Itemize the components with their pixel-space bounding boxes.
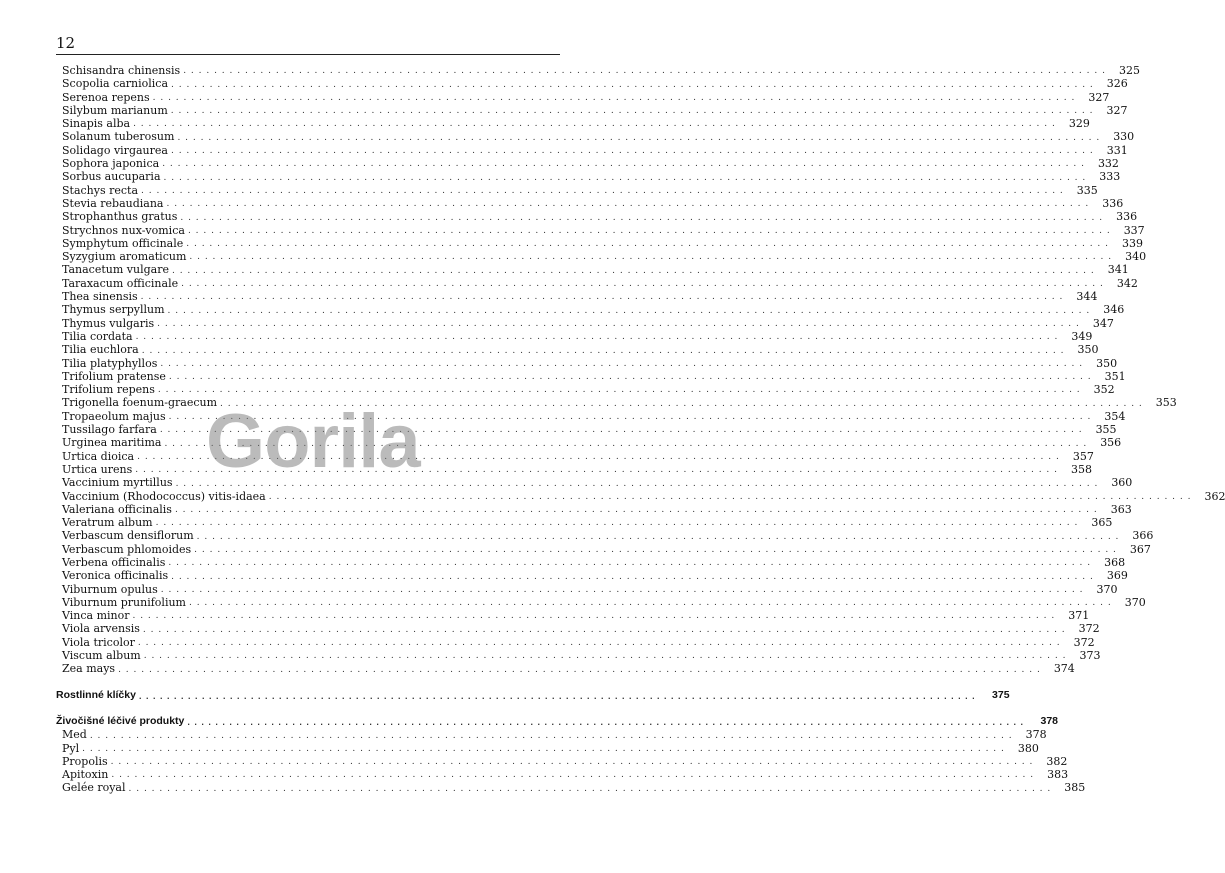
entry-page-number: 372 bbox=[1073, 635, 1095, 649]
entry-title: Viscum album bbox=[62, 649, 141, 663]
entry-page-number: 382 bbox=[1046, 754, 1068, 768]
entry-page-number: 370 bbox=[1096, 582, 1118, 596]
entry-page-number: 380 bbox=[1017, 741, 1039, 755]
dot-leader: . . . . . . . . . . . . . . . . . . . . . . . . . . . . . . . . . . . . . . . . . . . . . . . . . . . . . . . . . . . . . . . . . . . . . . . . . . . . . . . . . . . . . . . . . . . . . . . . . . . . . . . . . . . . . . . . . . . . . . . . bbox=[187, 225, 1111, 236]
entry-page-number: 363 bbox=[1110, 502, 1132, 516]
entry-page-number: 346 bbox=[1103, 303, 1125, 317]
toc-entry bbox=[56, 77, 1128, 91]
dot-leader: . . . . . . . . . . . . . . . . . . . . . . . . . . . . . . . . . . . . . . . . . . . . . . . . . . . . . . . . . . . . . . . . . . . . . . . . . . . . . . . . . . . . . . . . . . . . . . . . . . . . . . . . . . . . . . . . . . . . . . . . bbox=[137, 638, 1061, 649]
entry-page-number: 335 bbox=[1076, 183, 1098, 197]
dot-leader: . . . . . . . . . . . . . . . . . . . . . . . . . . . . . . . . . . . . . . . . . . . . . . . . . . . . . . . . . . . . . . . . . . . . . . . . . . . . . . . . . . . . . . . . . . . . . . . . . . . . . . . . . . . . . . . . . . . . . . . . bbox=[118, 664, 1041, 675]
entry-page-number: 357 bbox=[1072, 449, 1094, 463]
dot-leader: . . . . . . . . . . . . . . . . . . . . . . . . . . . . . . . . . . . . . . . . . . . . . . . . . . . . . . . . . . . . . . . . . . . . . . . . . . . . . . . . . . . . . . . . . . . . . . . . . . . . . . . . . . . . . . . . . . . . . . . . bbox=[183, 66, 1106, 77]
toc-entry bbox=[56, 555, 1126, 569]
entry-page-number: 385 bbox=[1064, 781, 1086, 795]
entry-page-number: 365 bbox=[1091, 516, 1113, 530]
entry-title: Tilia euchlora bbox=[62, 343, 139, 357]
entry-page-number: 336 bbox=[1116, 210, 1138, 224]
entry-page-number: 341 bbox=[1107, 263, 1129, 277]
entry-page-number: 339 bbox=[1122, 236, 1144, 250]
entry-title: Solanum tuberosum bbox=[62, 130, 175, 144]
entry-page-number: 360 bbox=[1111, 476, 1133, 490]
toc-entry bbox=[56, 768, 1069, 782]
toc-entry bbox=[56, 754, 1068, 768]
entry-title: Sophora japonica bbox=[62, 157, 160, 171]
entry-title: Scopolia carniolica bbox=[62, 77, 169, 91]
entry-title: Tanacetum vulgare bbox=[62, 263, 169, 277]
dot-leader: . . . . . . . . . . . . . . . . . . . . . . . . . . . . . . . . . . . . . . . . . . . . . . . . . . . . . . . . . . . . . . . . . . . . . . . . . . . . . . . . . . . . . . . . . . . . . . . . . . . . . . . . . . . . . . . . . . . . . . . . bbox=[137, 451, 1060, 462]
dot-leader: . . . . . . . . . . . . . . . . . . . . . . . . . . . . . . . . . . . . . . . . . . . . . . . . . . . . . . . . . . . . . . . . . . . . . . . . . . . . . . . . . . . . . . . . . . . . . . . . . . . . . . . . . . . . . . . . . . . . . . . . bbox=[135, 332, 1059, 343]
entry-title: Syzygium aromaticum bbox=[62, 250, 187, 264]
toc-entry bbox=[56, 741, 1039, 755]
dot-leader: . . . . . . . . . . . . . . . . . . . . . . . . . . . . . . . . . . . . . . . . . . . . . . . . . . . . . . . . . . . . . . . . . . . . . . . . . . . . . . . . . . . . . . . . . . . . . . . . . . . . . . . . . . . . . . . . . . . . . . . . bbox=[132, 611, 1056, 622]
entry-page-number: 351 bbox=[1104, 369, 1126, 383]
entry-title: Verbena officinalis bbox=[62, 555, 166, 569]
entry-page-number: 340 bbox=[1125, 250, 1147, 264]
toc-entry bbox=[56, 210, 1138, 224]
toc-entry bbox=[56, 329, 1093, 343]
entry-title: Verbascum densiflorum bbox=[62, 529, 194, 543]
entry-title: Zea mays bbox=[62, 662, 116, 676]
entry-page-number: 350 bbox=[1077, 343, 1099, 357]
entry-title: Solidago virgaurea bbox=[62, 143, 168, 157]
toc-entry bbox=[56, 343, 1099, 357]
entry-title: Serenoa repens bbox=[62, 90, 150, 104]
entry-title: Thymus vulgaris bbox=[62, 316, 155, 330]
entry-page-number: 327 bbox=[1106, 103, 1128, 117]
entry-page-number: 347 bbox=[1092, 316, 1114, 330]
entry-page-number: 350 bbox=[1096, 356, 1118, 370]
toc-entry bbox=[56, 196, 1124, 210]
entry-page-number: 349 bbox=[1071, 329, 1093, 343]
entry-title: Pyl bbox=[62, 741, 80, 755]
dot-leader: . . . . . . . . . . . . . . . . . . . . . . . . . . . . . . . . . . . . . . . . . . . . . . . . . . . . . . . . . . . . . . . . . . . . . . . . . . . . . . . . . . . . . . . . . . . . . . . . . . . . . . . . . . . . . . . . . . . . . . . . bbox=[157, 318, 1080, 329]
entry-page-number: 337 bbox=[1123, 223, 1145, 237]
entry-page-number: 366 bbox=[1132, 529, 1154, 543]
entry-page-number: 329 bbox=[1068, 117, 1090, 131]
toc-entry bbox=[56, 170, 1121, 184]
entry-page-number: 332 bbox=[1097, 157, 1119, 171]
entry-title: Živočišné léčivé produkty bbox=[56, 714, 185, 727]
entry-page-number: 370 bbox=[1124, 595, 1146, 609]
entry-title: Silybum marianum bbox=[62, 103, 168, 117]
entry-title: Verbascum phlomoides bbox=[62, 542, 192, 556]
toc-entry bbox=[56, 117, 1090, 131]
toc-entry bbox=[56, 369, 1126, 383]
entry-title: Thymus serpyllum bbox=[62, 303, 165, 317]
entry-page-number: 344 bbox=[1076, 290, 1098, 304]
dot-leader: . . . . . . . . . . . . . . . . . . . . . . . . . . . . . . . . . . . . . . . . . . . . . . . . . . . . . . . . . . . . . . . . . . . . . . . . . . . . . . . . . . . . . . . . . . . . . . . . . . . . . . . . . . . . . . . . . . . . . . . . bbox=[196, 531, 1120, 542]
dot-leader: . . . . . . . . . . . . . . . . . . . . . . . . . . . . . . . . . . . . . . . . . . . . . . . . . . . . . . . . . . . . . . . . . . . . . . . . . . . . . . . . . . . . . . . . . . . . . . . . . . . . . . . . . . . . . . . . . . . . . . . . bbox=[160, 358, 1084, 369]
entry-page-number: 325 bbox=[1118, 64, 1140, 77]
entry-page-number: 378 bbox=[1040, 714, 1059, 727]
entry-title: Trifolium pratense bbox=[62, 369, 166, 383]
entry-page-number: 355 bbox=[1095, 423, 1117, 437]
entry-title: Tropaeolum majus bbox=[62, 409, 166, 423]
entry-page-number: 330 bbox=[1113, 130, 1135, 144]
toc-entry bbox=[56, 529, 1154, 543]
entry-title: Apitoxin bbox=[62, 768, 109, 782]
toc-entry bbox=[56, 516, 1113, 530]
entry-page-number: 362 bbox=[1204, 489, 1225, 503]
dot-leader: . . . . . . . . . . . . . . . . . . . . . . . . . . . . . . . . . . . . . . . . . . . . . . . . . . . . . . . . . . . . . . . . . . . . . . . . . . . . . . . . . . . . . . . . . . . . . . . . . . . . . . . . . . . . . . . . . . . . . . . . bbox=[170, 146, 1094, 157]
entry-title: Schisandra chinensis bbox=[62, 64, 181, 77]
dot-leader: . . . . . . . . . . . . . . . . . . . . . . . . . . . . . . . . . . . . . . . . . . . . . . . . . . . . . . . . . . . . . . . . . . . . . . . . . . . . . . . . . . . . . . . . . . . . . . . . . . . . . . . . . . . . . . . . . . . . . . . . bbox=[155, 518, 1079, 529]
dot-leader: . . . . . . . . . . . . . . . . . . . . . . . . . . . . . . . . . . . . . . . . . . . . . . . . . . . . . . . . . . . . . . . . . . . . . . . . . . . . . . . . . . . . . . . . . . . . . . . . . . . . . . . . . . . . . . . . . . . . . . . . bbox=[152, 92, 1076, 103]
toc-entry bbox=[56, 64, 1140, 77]
entry-title: Vaccinium myrtillus bbox=[62, 476, 173, 490]
toc-entry bbox=[56, 542, 1151, 556]
toc-entry bbox=[56, 662, 1075, 676]
toc-entry bbox=[56, 303, 1125, 317]
entry-title: Med bbox=[62, 728, 87, 742]
toc-entry bbox=[56, 90, 1110, 104]
dot-leader: . . . . . . . . . . . . . . . . . . . . . . . . . . . . . . . . . . . . . . . . . . . . . . . . . . . . . . . . . . . . . . . . . . . . . . . . . . . . . . . . . . . . . . . . . . . . . . . . . . . . . . . . . . . . . . . . . . . . . . . . bbox=[268, 491, 1192, 502]
dot-leader: . . . . . . . . . . . . . . . . . . . . . . . . . . . . . . . . . . . . . . . . . . . . . . . . . . . . . . . . . . . . . . . . . . . . . . . . . . . . . . . . . . . . . . . . . . . . . . . . . . . . . . . . . . . . . . . . . . . . . . . . bbox=[133, 119, 1056, 130]
entry-page-number: 368 bbox=[1104, 555, 1126, 569]
dot-leader: . . . . . . . . . . . . . . . . . . . . . . . . . . . . . . . . . . . . . . . . . . . . . . . . . . . . . . . . . . . . . . . . . . . . . . . . . . . . . . . . . . . . . . . . . . . . . . . . . . . . . . . . . . . . . . . . . . . . . . . . bbox=[187, 717, 1025, 728]
entry-page-number: 371 bbox=[1068, 609, 1090, 623]
entry-title: Gelée royal bbox=[62, 781, 126, 795]
entry-page-number: 354 bbox=[1104, 409, 1126, 423]
toc-entry bbox=[56, 635, 1095, 649]
entry-title: Urtica urens bbox=[62, 462, 133, 476]
entry-page-number: 372 bbox=[1078, 622, 1100, 636]
dot-leader: . . . . . . . . . . . . . . . . . . . . . . . . . . . . . . . . . . . . . . . . . . . . . . . . . . . . . . . . . . . . . . . . . . . . . . . . . . . . . . . . . . . . . . . . . . . . . . . . . . . . . . . . . . . . . . . . . . . . . . . . bbox=[168, 558, 1092, 569]
dot-leader: . . . . . . . . . . . . . . . . . . . . . . . . . . . . . . . . . . . . . . . . . . . . . . . . . . . . . . . . . . . . . . . . . . . . . . . . . . . . . . . . . . . . . . . . . . . . . . . . . . . . . . . . . . . . . . . . . . . . . . . . bbox=[143, 651, 1067, 662]
dot-leader: . . . . . . . . . . . . . . . . . . . . . . . . . . . . . . . . . . . . . . . . . . . . . . . . . . . . . . . . . . . . . . . . . . . . . . . . . . . . . . . . . . . . . . . . . . . . . . . . . . . . . . . . . . . . . . . . . . . . . . . . bbox=[82, 743, 1005, 754]
entry-title: Trigonella foenum-graecum bbox=[62, 396, 218, 410]
header-rule bbox=[56, 54, 560, 55]
entry-page-number: 352 bbox=[1093, 383, 1115, 397]
dot-leader: . . . . . . . . . . . . . . . . . . . . . . . . . . . . . . . . . . . . . . . . . . . . . . . . . . . . . . . . . . . . . . . . . . . . . . . . . . . . . . . . . . . . . . . . . . . . . . . . . . . . . . . . . . . . . . . . . . . . . . . . bbox=[138, 690, 976, 701]
dot-leader: . . . . . . . . . . . . . . . . . . . . . . . . . . . . . . . . . . . . . . . . . . . . . . . . . . . . . . . . . . . . . . . . . . . . . . . . . . . . . . . . . . . . . . . . . . . . . . . . . . . . . . . . . . . . . . . . . . . . . . . . bbox=[168, 372, 1092, 383]
dot-leader: . . . . . . . . . . . . . . . . . . . . . . . . . . . . . . . . . . . . . . . . . . . . . . . . . . . . . . . . . . . . . . . . . . . . . . . . . . . . . . . . . . . . . . . . . . . . . . . . . . . . . . . . . . . . . . . . . . . . . . . . bbox=[110, 757, 1034, 768]
entry-page-number: 358 bbox=[1071, 462, 1093, 476]
entry-title: Trifolium repens bbox=[62, 383, 155, 397]
toc-entry bbox=[56, 183, 1098, 197]
toc-entry bbox=[56, 356, 1118, 370]
entry-title: Viburnum opulus bbox=[62, 582, 158, 596]
entry-title: Veronica officinalis bbox=[62, 569, 169, 583]
dot-leader: . . . . . . . . . . . . . . . . . . . . . . . . . . . . . . . . . . . . . . . . . . . . . . . . . . . . . . . . . . . . . . . . . . . . . . . . . . . . . . . . . . . . . . . . . . . . . . . . . . . . . . . . . . . . . . . . . . . . . . . . bbox=[128, 783, 1052, 794]
toc-entry bbox=[56, 290, 1098, 304]
toc-section-heading bbox=[56, 714, 1059, 728]
toc-entry bbox=[56, 781, 1086, 795]
dot-leader: . . . . . . . . . . . . . . . . . . . . . . . . . . . . . . . . . . . . . . . . . . . . . . . . . . . . . . . . . . . . . . . . . . . . . . . . . . . . . . . . . . . . . . . . . . . . . . . . . . . . . . . . . . . . . . . . . . . . . . . . bbox=[111, 770, 1035, 781]
entry-title: Viburnum prunifolium bbox=[62, 595, 186, 609]
toc-entry bbox=[56, 489, 1225, 503]
dot-leader: . . . . . . . . . . . . . . . . . . . . . . . . . . . . . . . . . . . . . . . . . . . . . . . . . . . . . . . . . . . . . . . . . . . . . . . . . . . . . . . . . . . . . . . . . . . . . . . . . . . . . . . . . . . . . . . . . . . . . . . . bbox=[163, 172, 1087, 183]
entry-page-number: 333 bbox=[1099, 170, 1121, 184]
entry-page-number: 374 bbox=[1053, 662, 1075, 676]
entry-title: Strophanthus gratus bbox=[62, 210, 178, 224]
spacer bbox=[56, 702, 560, 715]
entry-title: Propolis bbox=[62, 754, 108, 768]
entry-title: Taraxacum officinale bbox=[62, 276, 179, 290]
entry-page-number: 369 bbox=[1106, 569, 1128, 583]
entry-title: Tussilago farfara bbox=[62, 423, 157, 437]
dot-leader: . . . . . . . . . . . . . . . . . . . . . . . . . . . . . . . . . . . . . . . . . . . . . . . . . . . . . . . . . . . . . . . . . . . . . . . . . . . . . . . . . . . . . . . . . . . . . . . . . . . . . . . . . . . . . . . . . . . . . . . . bbox=[171, 571, 1094, 582]
toc-entry bbox=[56, 569, 1128, 583]
dot-leader: . . . . . . . . . . . . . . . . . . . . . . . . . . . . . . . . . . . . . . . . . . . . . . . . . . . . . . . . . . . . . . . . . . . . . . . . . . . . . . . . . . . . . . . . . . . . . . . . . . . . . . . . . . . . . . . . . . . . . . . . bbox=[180, 212, 1104, 223]
dot-leader: . . . . . . . . . . . . . . . . . . . . . . . . . . . . . . . . . . . . . . . . . . . . . . . . . . . . . . . . . . . . . . . . . . . . . . . . . . . . . . . . . . . . . . . . . . . . . . . . . . . . . . . . . . . . . . . . . . . . . . . . bbox=[171, 265, 1095, 276]
toc-entry bbox=[56, 223, 1145, 237]
toc-entry bbox=[56, 502, 1132, 516]
dot-leader: . . . . . . . . . . . . . . . . . . . . . . . . . . . . . . . . . . . . . . . . . . . . . . . . . . . . . . . . . . . . . . . . . . . . . . . . . . . . . . . . . . . . . . . . . . . . . . . . . . . . . . . . . . . . . . . . . . . . . . . . bbox=[160, 584, 1084, 595]
dot-leader: . . . . . . . . . . . . . . . . . . . . . . . . . . . . . . . . . . . . . . . . . . . . . . . . . . . . . . . . . . . . . . . . . . . . . . . . . . . . . . . . . . . . . . . . . . . . . . . . . . . . . . . . . . . . . . . . . . . . . . . . bbox=[181, 279, 1104, 290]
toc-entry bbox=[56, 250, 1147, 264]
entry-title: Strychnos nux-vomica bbox=[62, 223, 185, 237]
dot-leader: . . . . . . . . . . . . . . . . . . . . . . . . . . . . . . . . . . . . . . . . . . . . . . . . . . . . . . . . . . . . . . . . . . . . . . . . . . . . . . . . . . . . . . . . . . . . . . . . . . . . . . . . . . . . . . . . . . . . . . . . bbox=[188, 598, 1112, 609]
dot-leader: . . . . . . . . . . . . . . . . . . . . . . . . . . . . . . . . . . . . . . . . . . . . . . . . . . . . . . . . . . . . . . . . . . . . . . . . . . . . . . . . . . . . . . . . . . . . . . . . . . . . . . . . . . . . . . . . . . . . . . . . bbox=[157, 385, 1081, 396]
dot-leader: . . . . . . . . . . . . . . . . . . . . . . . . . . . . . . . . . . . . . . . . . . . . . . . . . . . . . . . . . . . . . . . . . . . . . . . . . . . . . . . . . . . . . . . . . . . . . . . . . . . . . . . . . . . . . . . . . . . . . . . . bbox=[171, 79, 1094, 90]
dot-leader: . . . . . . . . . . . . . . . . . . . . . . . . . . . . . . . . . . . . . . . . . . . . . . . . . . . . . . . . . . . . . . . . . . . . . . . . . . . . . . . . . . . . . . . . . . . . . . . . . . . . . . . . . . . . . . . . . . . . . . . . bbox=[189, 252, 1113, 263]
entry-page-number: 373 bbox=[1079, 649, 1101, 663]
entry-title: Vinca minor bbox=[62, 609, 130, 623]
entry-title: Valeriana officinalis bbox=[62, 502, 172, 516]
dot-leader: . . . . . . . . . . . . . . . . . . . . . . . . . . . . . . . . . . . . . . . . . . . . . . . . . . . . . . . . . . . . . . . . . . . . . . . . . . . . . . . . . . . . . . . . . . . . . . . . . . . . . . . . . . . . . . . . . . . . . . . . bbox=[166, 199, 1090, 210]
entry-title: Viola arvensis bbox=[62, 622, 140, 636]
dot-leader: . . . . . . . . . . . . . . . . . . . . . . . . . . . . . . . . . . . . . . . . . . . . . . . . . . . . . . . . . . . . . . . . . . . . . . . . . . . . . . . . . . . . . . . . . . . . . . . . . . . . . . . . . . . . . . . . . . . . . . . . bbox=[162, 159, 1085, 170]
entry-title: Tilia platyphyllos bbox=[62, 356, 158, 370]
toc-entry bbox=[56, 236, 1144, 250]
dot-leader: . . . . . . . . . . . . . . . . . . . . . . . . . . . . . . . . . . . . . . . . . . . . . . . . . . . . . . . . . . . . . . . . . . . . . . . . . . . . . . . . . . . . . . . . . . . . . . . . . . . . . . . . . . . . . . . . . . . . . . . . bbox=[141, 185, 1064, 196]
dot-leader: . . . . . . . . . . . . . . . . . . . . . . . . . . . . . . . . . . . . . . . . . . . . . . . . . . . . . . . . . . . . . . . . . . . . . . . . . . . . . . . . . . . . . . . . . . . . . . . . . . . . . . . . . . . . . . . . . . . . . . . . bbox=[135, 465, 1059, 476]
dot-leader: . . . . . . . . . . . . . . . . . . . . . . . . . . . . . . . . . . . . . . . . . . . . . . . . . . . . . . . . . . . . . . . . . . . . . . . . . . . . . . . . . . . . . . . . . . . . . . . . . . . . . . . . . . . . . . . . . . . . . . . . bbox=[168, 412, 1092, 423]
entry-title: Urginea maritima bbox=[62, 436, 162, 450]
entry-title: Stachys recta bbox=[62, 183, 139, 197]
dot-leader: . . . . . . . . . . . . . . . . . . . . . . . . . . . . . . . . . . . . . . . . . . . . . . . . . . . . . . . . . . . . . . . . . . . . . . . . . . . . . . . . . . . . . . . . . . . . . . . . . . . . . . . . . . . . . . . . . . . . . . . . bbox=[220, 398, 1143, 409]
entry-title: Vaccinium (Rhodococcus) vitis-idaea bbox=[62, 489, 266, 503]
entry-page-number: 326 bbox=[1106, 77, 1128, 91]
toc-entry bbox=[56, 157, 1119, 171]
entry-page-number: 353 bbox=[1155, 396, 1177, 410]
dot-leader: . . . . . . . . . . . . . . . . . . . . . . . . . . . . . . . . . . . . . . . . . . . . . . . . . . . . . . . . . . . . . . . . . . . . . . . . . . . . . . . . . . . . . . . . . . . . . . . . . . . . . . . . . . . . . . . . . . . . . . . . bbox=[167, 305, 1091, 316]
dot-leader: . . . . . . . . . . . . . . . . . . . . . . . . . . . . . . . . . . . . . . . . . . . . . . . . . . . . . . . . . . . . . . . . . . . . . . . . . . . . . . . . . . . . . . . . . . . . . . . . . . . . . . . . . . . . . . . . . . . . . . . . bbox=[159, 425, 1083, 436]
dot-leader: . . . . . . . . . . . . . . . . . . . . . . . . . . . . . . . . . . . . . . . . . . . . . . . . . . . . . . . . . . . . . . . . . . . . . . . . . . . . . . . . . . . . . . . . . . . . . . . . . . . . . . . . . . . . . . . . . . . . . . . . bbox=[89, 730, 1013, 741]
entry-page-number: 331 bbox=[1106, 143, 1128, 157]
dot-leader: . . . . . . . . . . . . . . . . . . . . . . . . . . . . . . . . . . . . . . . . . . . . . . . . . . . . . . . . . . . . . . . . . . . . . . . . . . . . . . . . . . . . . . . . . . . . . . . . . . . . . . . . . . . . . . . . . . . . . . . . bbox=[164, 438, 1088, 449]
dot-leader: . . . . . . . . . . . . . . . . . . . . . . . . . . . . . . . . . . . . . . . . . . . . . . . . . . . . . . . . . . . . . . . . . . . . . . . . . . . . . . . . . . . . . . . . . . . . . . . . . . . . . . . . . . . . . . . . . . . . . . . . bbox=[140, 292, 1064, 303]
dot-leader: . . . . . . . . . . . . . . . . . . . . . . . . . . . . . . . . . . . . . . . . . . . . . . . . . . . . . . . . . . . . . . . . . . . . . . . . . . . . . . . . . . . . . . . . . . . . . . . . . . . . . . . . . . . . . . . . . . . . . . . . bbox=[194, 544, 1117, 555]
toc-entry bbox=[56, 316, 1114, 330]
entry-title: Viola tricolor bbox=[62, 635, 135, 649]
entry-title: Thea sinensis bbox=[62, 290, 138, 304]
toc-entry bbox=[56, 609, 1090, 623]
entry-page-number: 367 bbox=[1129, 542, 1151, 556]
toc-entry bbox=[56, 595, 1146, 609]
toc-entry bbox=[56, 383, 1115, 397]
toc-entry bbox=[56, 276, 1138, 290]
entry-page-number: 336 bbox=[1102, 196, 1124, 210]
entry-page-number: 342 bbox=[1116, 276, 1138, 290]
dot-leader: . . . . . . . . . . . . . . . . . . . . . . . . . . . . . . . . . . . . . . . . . . . . . . . . . . . . . . . . . . . . . . . . . . . . . . . . . . . . . . . . . . . . . . . . . . . . . . . . . . . . . . . . . . . . . . . . . . . . . . . . bbox=[175, 478, 1099, 489]
toc-section-heading bbox=[56, 688, 1010, 702]
entry-page-number: 383 bbox=[1047, 768, 1069, 782]
dot-leader: . . . . . . . . . . . . . . . . . . . . . . . . . . . . . . . . . . . . . . . . . . . . . . . . . . . . . . . . . . . . . . . . . . . . . . . . . . . . . . . . . . . . . . . . . . . . . . . . . . . . . . . . . . . . . . . . . . . . . . . . bbox=[177, 132, 1101, 143]
spacer bbox=[56, 676, 560, 689]
entry-title: Sorbus aucuparia bbox=[62, 170, 161, 184]
entry-title: Sinapis alba bbox=[62, 117, 131, 131]
dot-leader: . . . . . . . . . . . . . . . . . . . . . . . . . . . . . . . . . . . . . . . . . . . . . . . . . . . . . . . . . . . . . . . . . . . . . . . . . . . . . . . . . . . . . . . . . . . . . . . . . . . . . . . . . . . . . . . . . . . . . . . . bbox=[142, 624, 1066, 635]
toc-entry bbox=[56, 622, 1100, 636]
entry-title: Rostlinné klíčky bbox=[56, 688, 136, 701]
entry-title: Veratrum album bbox=[62, 516, 153, 530]
watermark: Gorila bbox=[206, 399, 420, 484]
entry-page-number: 378 bbox=[1025, 728, 1047, 742]
toc-entry bbox=[56, 263, 1129, 277]
dot-leader: . . . . . . . . . . . . . . . . . . . . . . . . . . . . . . . . . . . . . . . . . . . . . . . . . . . . . . . . . . . . . . . . . . . . . . . . . . . . . . . . . . . . . . . . . . . . . . . . . . . . . . . . . . . . . . . . . . . . . . . . bbox=[141, 345, 1065, 356]
toc-entry bbox=[56, 649, 1101, 663]
entry-page-number: 375 bbox=[992, 688, 1010, 701]
page-number: 12 bbox=[56, 34, 76, 52]
entry-title: Urtica dioica bbox=[62, 449, 135, 463]
dot-leader: . . . . . . . . . . . . . . . . . . . . . . . . . . . . . . . . . . . . . . . . . . . . . . . . . . . . . . . . . . . . . . . . . . . . . . . . . . . . . . . . . . . . . . . . . . . . . . . . . . . . . . . . . . . . . . . . . . . . . . . . bbox=[174, 505, 1098, 516]
entry-title: Symphytum officinale bbox=[62, 236, 184, 250]
toc-entry bbox=[56, 582, 1118, 596]
toc-entry bbox=[56, 143, 1128, 157]
toc-entry bbox=[56, 103, 1128, 117]
entry-title: Tilia cordata bbox=[62, 329, 133, 343]
toc-entry bbox=[56, 130, 1135, 144]
dot-leader: . . . . . . . . . . . . . . . . . . . . . . . . . . . . . . . . . . . . . . . . . . . . . . . . . . . . . . . . . . . . . . . . . . . . . . . . . . . . . . . . . . . . . . . . . . . . . . . . . . . . . . . . . . . . . . . . . . . . . . . . bbox=[170, 106, 1094, 117]
entry-page-number: 356 bbox=[1100, 436, 1122, 450]
entry-page-number: 327 bbox=[1088, 90, 1110, 104]
toc-entry bbox=[56, 728, 1047, 742]
entry-title: Stevia rebaudiana bbox=[62, 196, 164, 210]
dot-leader: . . . . . . . . . . . . . . . . . . . . . . . . . . . . . . . . . . . . . . . . . . . . . . . . . . . . . . . . . . . . . . . . . . . . . . . . . . . . . . . . . . . . . . . . . . . . . . . . . . . . . . . . . . . . . . . . . . . . . . . . bbox=[186, 239, 1110, 250]
